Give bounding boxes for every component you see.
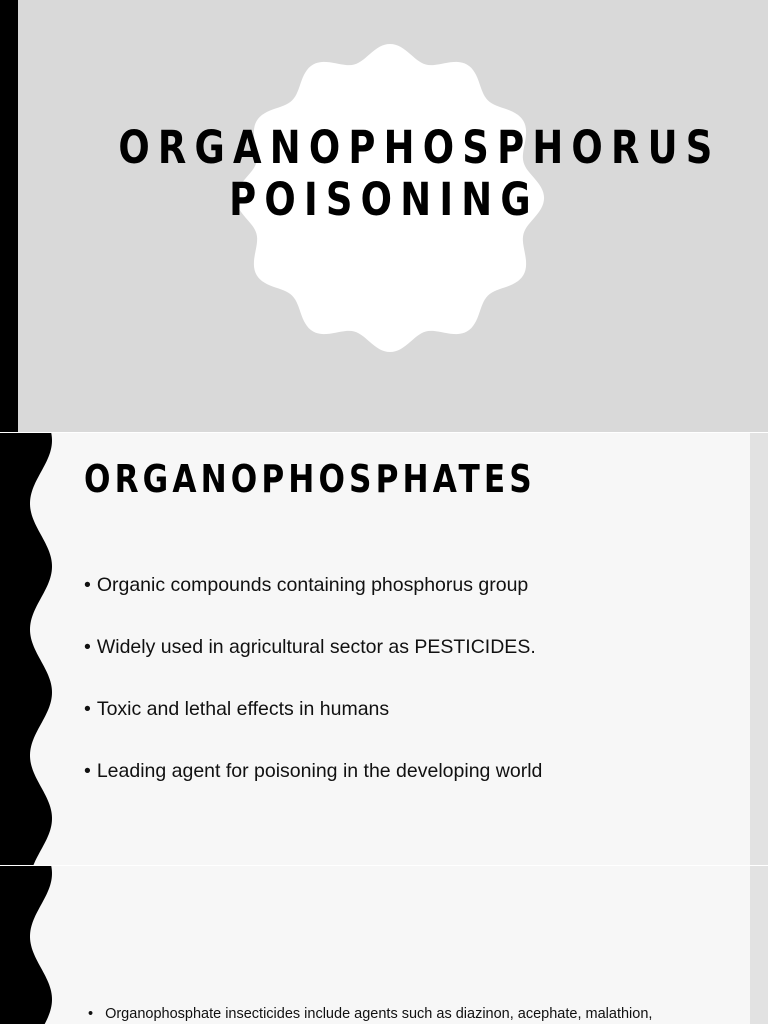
- title-line-2: POISONING: [229, 173, 539, 226]
- bullet-dot: •: [84, 636, 91, 658]
- bullet-dot: •: [84, 574, 91, 596]
- bullet-dot: •: [88, 1006, 94, 1022]
- wavy-left-edge: [0, 433, 58, 865]
- list-item: [84, 1005, 652, 1023]
- bullet-dot: •: [84, 760, 91, 782]
- organophosphates-slide: [0, 433, 768, 865]
- bullet-dot: •: [84, 698, 91, 720]
- bullet-list: [84, 571, 542, 819]
- right-edge-strip: [750, 866, 768, 1024]
- insecticides-slide: [0, 866, 768, 1024]
- list-item: [84, 633, 542, 661]
- slide-heading: ORGANOPHOSPHATES: [84, 457, 536, 501]
- wavy-left-edge: [0, 866, 58, 1024]
- bullet-text: Leading agent for poisoning in the developing world: [96, 760, 543, 782]
- list-item: [84, 757, 542, 785]
- list-item: [84, 695, 542, 723]
- bullet-text: Organophosphate insecticides include agents such as diazinon, acephate, malathion,: [105, 1006, 653, 1022]
- presentation-title: [118, 121, 721, 226]
- list-item: [84, 571, 542, 599]
- bullet-text: Toxic and lethal effects in humans: [96, 698, 390, 720]
- bullet-text: Organic compounds containing phosphorus group: [96, 574, 529, 596]
- right-edge-strip: [750, 433, 768, 865]
- left-accent-bar: [0, 0, 18, 432]
- title-line-1: ORGANOPHOSPHORUS: [118, 121, 721, 174]
- title-slide: [0, 0, 768, 432]
- bullet-text: Widely used in agricultural sector as PESTICIDES.: [96, 636, 536, 658]
